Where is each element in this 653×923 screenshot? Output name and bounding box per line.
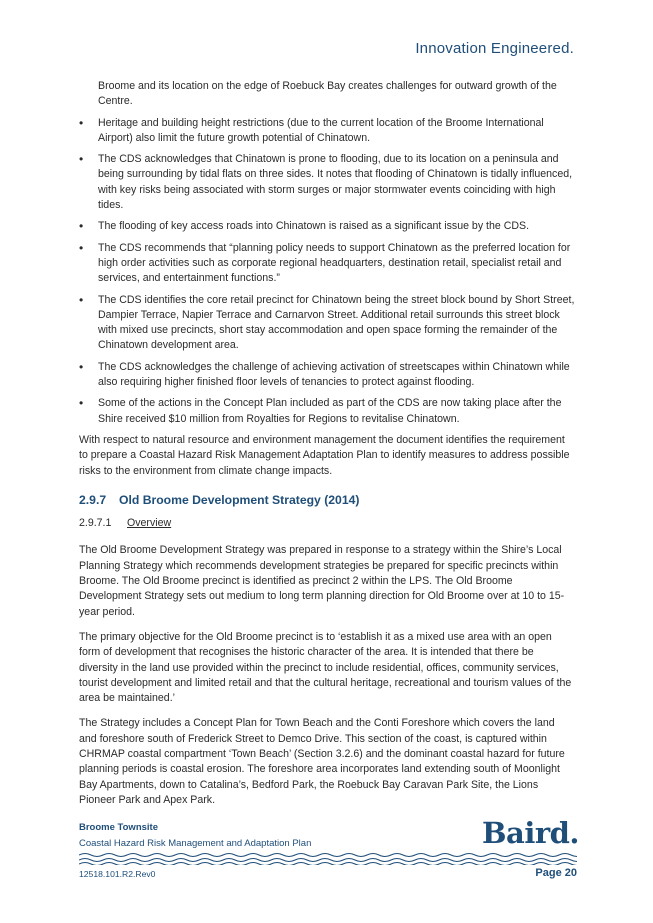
page-footer <box>79 816 579 879</box>
paragraph: The Strategy includes a Concept Plan for Town Beach and the Conti Foreshore which covers the land and foreshore south of Frederick Street to Demco Drive. This section of the coast, is captured within CHRMAP coastal compartment ‘Town Beach’ (Section 3.2.6) and the dominant coastal hazard for future planning periods is coastal erosion. The foreshore area incorporates land extending south of Moonlight Bay Apartments, down to Catalina’s, Bedford Park, the Roebuck Bay Caravan Park Site, the Lions Pioneer Park and Apex Park. <box>79 717 565 806</box>
page-number: Page 20 <box>535 867 577 879</box>
footer-project: Broome Townsite <box>79 822 158 833</box>
footer-subtitle: Coastal Hazard Risk Management and Adaptation Plan <box>79 838 312 849</box>
list-item: • The CDS identifies the core retail precinct for Chinatown being the street block bound by Short Street, Dampier Terrace, Napier Terrace and Carnarvon Street. Additional retail surrounds this street block with mixed use precincts, short stay accommodation and open space forming the remainder of the Chinatown development area. <box>79 293 575 354</box>
bullet-list <box>79 116 575 427</box>
subsection-heading <box>79 516 575 531</box>
paragraph: The Old Broome Development Strategy was prepared in response to a strategy within the Shire’s Local Planning Strategy which recommends development strategies be prepared for specific precincts within Broome. The Old Broome precinct is identified as precinct 2 within the LPS. The Old Broome Development Strategy sets out medium to long term planning direction for Old Broome over at 10 to 15-year period. <box>79 544 565 618</box>
subsection-number: 2.9.7.1 <box>79 517 112 530</box>
wave-divider-icon <box>79 851 577 865</box>
list-item: • The CDS recommends that “planning policy needs to support Chinatown as the preferred location for high order activities such as corporate regional headquarters, destination retail, specialist retail and services, and entertainment functions.” <box>79 241 575 287</box>
list-item: • Some of the actions in the Concept Plan included as part of the CDS are now taking place after the Shire received $10 million from Royalties for Regions to revitalise Chinatown. <box>79 396 575 427</box>
list-item: • The flooding of key access roads into Chinatown is raised as a significant issue by the CDS. <box>79 219 575 234</box>
bullet-continuation: Broome and its location on the edge of Roebuck Bay creates challenges for outward growth of the Centre. <box>98 80 557 108</box>
page-content <box>79 79 575 818</box>
list-item: • Heritage and building height restrictions (due to the current location of the Broome International Airport) also limit the future growth potential of Chinatown. <box>79 116 575 147</box>
section-title: Old Broome Development Strategy (2014) <box>119 492 360 507</box>
document-reference: 12518.101.R2.Rev0 <box>79 869 156 879</box>
baird-logo: Baird. <box>482 816 579 850</box>
list-item: • The CDS acknowledges that Chinatown is prone to flooding, due to its location on a peninsula and being surrounding by tidal flats on three sides. It notes that flooding of Chinatown is tidally influenced, with key risks being associated with storm surges or major stormwater events coinciding with high tides. <box>79 152 575 213</box>
paragraph: The primary objective for the Old Broome precinct is to ‘establish it as a mixed use area with an open form of development that recognises the historic character of the area. It is intended that there be diversity in the land use provided within the precinct to include residential, offices, community services, tourist development and limited retail and that the cultural heritage, recreational and tourism values of the area be maintained.’ <box>79 630 572 705</box>
section-heading <box>79 493 575 508</box>
list-item: • The CDS acknowledges the challenge of achieving activation of streetscapes within Chinatown while also requiring higher finished floor levels of tenancies to protect against flooding. <box>79 360 575 391</box>
paragraph: With respect to natural resource and environment management the document identifies the requirement to prepare a Coastal Hazard Risk Management Adaptation Plan to identify measures to address possible risks to the environment from climate change impacts. <box>79 433 570 477</box>
subsection-title: Overview <box>127 517 172 530</box>
tagline: Innovation Engineered. <box>415 40 574 57</box>
section-number: 2.9.7 <box>79 492 107 507</box>
